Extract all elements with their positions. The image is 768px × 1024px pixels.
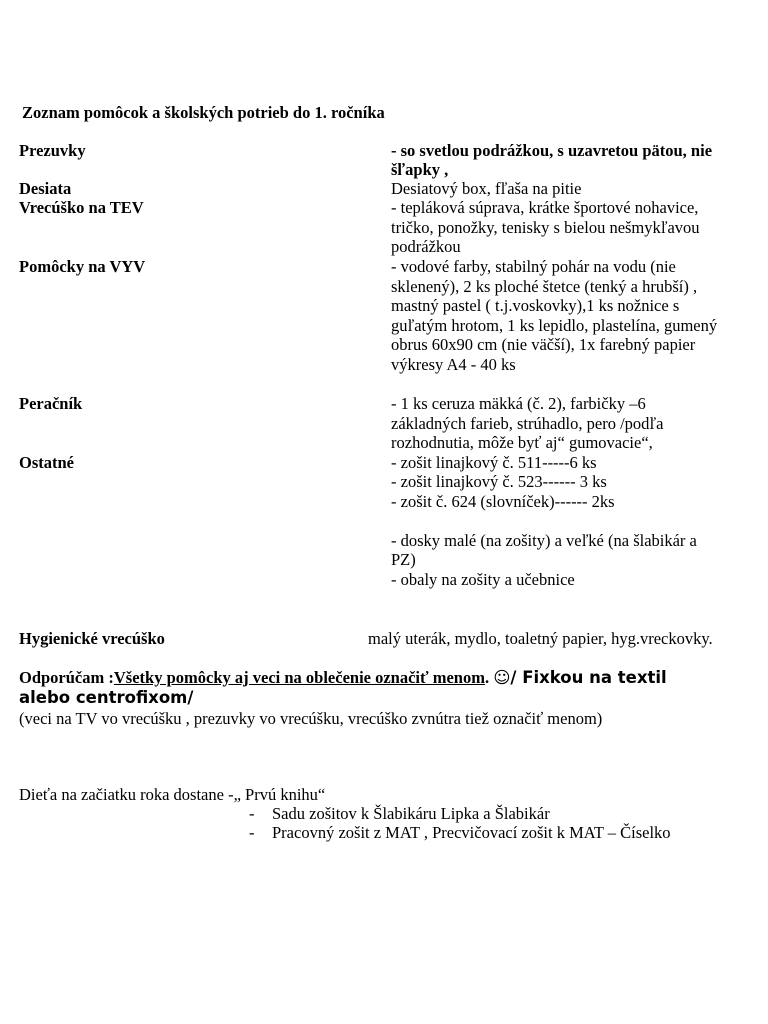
recommendation-line <box>19 668 667 688</box>
item-text-ostatne-7: - obaly na zošity a učebnice <box>391 570 575 589</box>
child-list-dash-2: - <box>249 823 255 842</box>
item-text-vyv-3: mastný pastel ( t.j.voskovky),1 ks nožnice s <box>391 296 680 315</box>
item-label-prezuvky: Prezuvky <box>19 141 86 160</box>
item-text-ostatne-5: - dosky malé (na zošity) a veľké (na šlabikár a <box>391 531 697 550</box>
recommendation-marker-line2: alebo centrofixom/ <box>19 688 194 707</box>
recommendation-underlined: Všetky pomôcky aj veci na oblečenie označiť menom <box>113 668 485 687</box>
recommendation-marker-line1: / Fixkou na textil <box>510 668 667 687</box>
child-intro: Dieťa na začiatku roka dostane -„ Prvú knihu“ <box>19 785 326 804</box>
item-text-ostatne-6: PZ) <box>391 550 416 569</box>
item-text-ostatne-2: - zošit linajkový č. 523------ 3 ks <box>391 472 607 491</box>
item-text-ostatne-3: - zošit č. 624 (slovníček)------ 2ks <box>391 492 615 511</box>
item-text-ostatne-1: - zošit linajkový č. 511-----6 ks <box>391 453 597 472</box>
item-text-vyv-5: obrus 60x90 cm (nie väčší), 1x farebný papier <box>391 335 696 354</box>
item-text-vyv-6: výkresy A4 - 40 ks <box>391 355 516 374</box>
item-text-prezuvky-1: - so svetlou podrážkou, s uzavretou pätou, nie <box>391 141 713 160</box>
item-label-ostatne: Ostatné <box>19 453 74 472</box>
item-text-peracnik-1: - 1 ks ceruza mäkká (č. 2), farbičky –6 <box>391 394 646 413</box>
hygiene-text: malý uterák, mydlo, toaletný papier, hyg.vreckovky. <box>368 629 713 648</box>
item-label-desiata: Desiata <box>19 179 72 198</box>
child-list-item-2: Pracovný zošit z MAT , Precvičovací zošit k MAT – Číselko <box>272 823 671 842</box>
item-text-peracnik-3: rozhodnutia, môže byť aj“ gumovacie“, <box>391 433 653 452</box>
item-text-vyv-4: guľatým hrotom, 1 ks lepidlo, plastelína, gumený <box>391 316 718 335</box>
item-label-tev: Vrecúško na TEV <box>19 198 144 217</box>
item-text-vyv-2: sklenený), 2 ks ploché štetce (tenký a hrubší) , <box>391 277 698 296</box>
recommendation-dot: . <box>484 668 490 687</box>
recommendation-note: (veci na TV vo vrecúšku , prezuvky vo vrecúšku, vrecúško zvnútra tiež označiť menom) <box>19 709 603 728</box>
item-text-desiata-1: Desiatový box, fľaša na pitie <box>391 179 582 198</box>
item-text-tev-3: podrážkou <box>391 237 461 256</box>
item-label-vyv: Pomôcky na VYV <box>19 257 146 276</box>
item-text-tev-1: - tepláková súprava, krátke športové nohavice, <box>391 198 699 217</box>
child-list-item-1: Sadu zošitov k Šlabikáru Lipka a Šlabikár <box>272 804 550 823</box>
smiley-icon: ☺ <box>493 668 511 687</box>
item-text-peracnik-2: základných farieb, strúhadlo, pero /podľa <box>391 414 664 433</box>
recommendation-label: Odporúčam : <box>19 668 114 687</box>
child-list-dash-1: - <box>249 804 255 823</box>
document-title: Zoznam pomôcok a školských potrieb do 1. ročníka <box>22 103 385 122</box>
item-text-prezuvky-2: šľapky , <box>391 160 449 179</box>
item-text-tev-2: tričko, ponožky, tenisky s bielou nešmykľavou <box>391 218 700 237</box>
item-text-vyv-1: - vodové farby, stabilný pohár na vodu (nie <box>391 257 676 276</box>
hygiene-label: Hygienické vrecúško <box>19 629 165 648</box>
item-label-peracnik: Peračník <box>19 394 83 413</box>
